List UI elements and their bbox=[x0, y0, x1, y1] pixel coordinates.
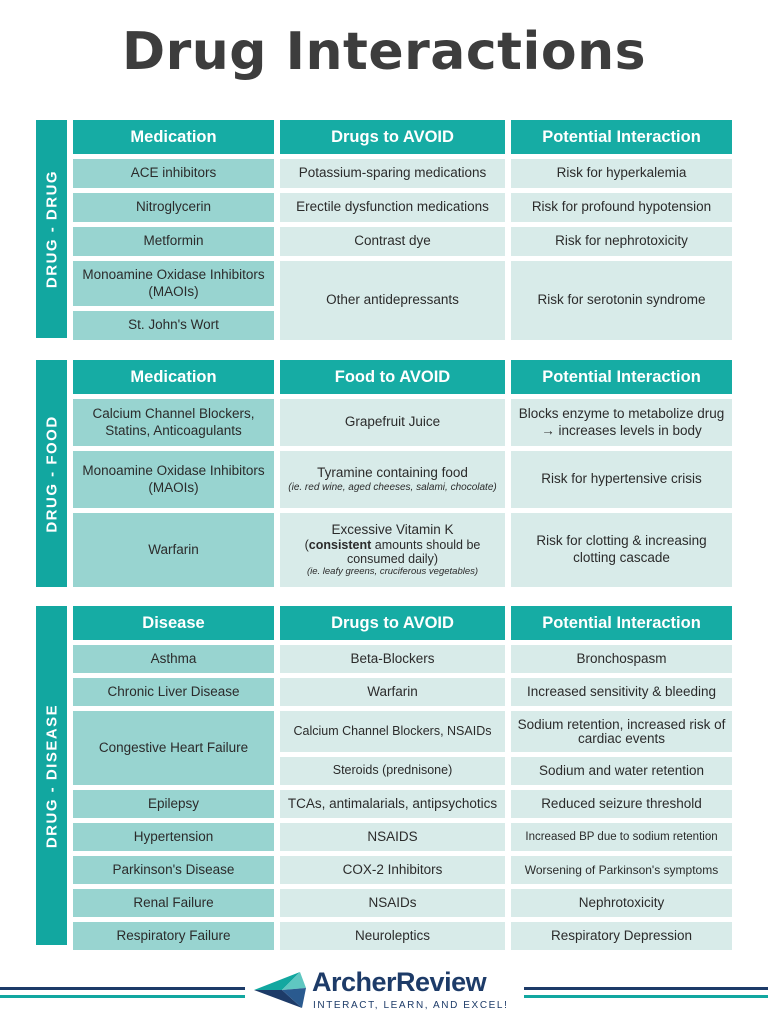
drug-drug-section bbox=[36, 120, 732, 338]
header-potential-interaction: Potential Interaction bbox=[511, 606, 732, 640]
table-row-medication: Monoamine Oxidase Inhibitors (MAOIs) bbox=[73, 451, 274, 508]
header-medication: Medication bbox=[73, 360, 274, 394]
avoid-note: (ie. leafy greens, cruciferous vegetables) bbox=[306, 566, 479, 578]
table-row-disease: Chronic Liver Disease bbox=[73, 678, 274, 706]
drug-disease-table bbox=[73, 606, 732, 950]
table-row-interaction: Risk for nephrotoxicity bbox=[511, 227, 732, 256]
header-potential-interaction: Potential Interaction bbox=[511, 360, 732, 394]
table-row-medication: Calcium Channel Blockers, Statins, Anticoagulants bbox=[73, 399, 274, 446]
header-potential-interaction: Potential Interaction bbox=[511, 120, 732, 154]
shared-interaction: Risk for serotonin syndrome bbox=[511, 261, 732, 340]
table-row-avoid: Beta-Blockers bbox=[280, 645, 505, 673]
table-row-avoid: TCAs, antimalarials, antipsychotics bbox=[280, 790, 505, 818]
table-row-interaction: Blocks enzyme to metabolize drug → increases levels in body bbox=[511, 399, 732, 446]
table-row-interaction: Sodium and water retention bbox=[511, 757, 732, 785]
header-medication: Medication bbox=[73, 120, 274, 154]
brand-tagline: INTERACT, LEARN, AND EXCEL! bbox=[313, 1000, 509, 1011]
brand-name: ArcherReview bbox=[312, 967, 487, 997]
footer-line-right-navy bbox=[524, 987, 768, 990]
table-row-disease: Asthma bbox=[73, 645, 274, 673]
footer-line-left-navy bbox=[0, 987, 245, 990]
header-disease: Disease bbox=[73, 606, 274, 640]
archer-review-logo-icon bbox=[252, 968, 308, 1014]
table-row-avoid: Contrast dye bbox=[280, 227, 505, 256]
table-row-avoid bbox=[280, 513, 505, 587]
avoid-text: Tyramine containing food bbox=[317, 465, 468, 481]
header-food-to-avoid: Food to AVOID bbox=[280, 360, 505, 394]
table-row-disease: Respiratory Failure bbox=[73, 922, 274, 950]
footer-line-right-teal bbox=[524, 995, 768, 998]
drug-drug-table bbox=[73, 120, 732, 340]
table-row-medication: Nitroglycerin bbox=[73, 193, 274, 222]
drug-disease-section bbox=[36, 606, 732, 945]
table-row-interaction: Risk for clotting & increasing clotting cascade bbox=[511, 513, 732, 587]
table-row-avoid: Steroids (prednisone) bbox=[280, 757, 505, 785]
table-row-interaction: Nephrotoxicity bbox=[511, 889, 732, 917]
header-drugs-to-avoid: Drugs to AVOID bbox=[280, 120, 505, 154]
avoid-text: Excessive Vitamin K bbox=[331, 522, 454, 538]
table-row-interaction: Worsening of Parkinson's symptoms bbox=[511, 856, 732, 884]
table-row-interaction: Bronchospasm bbox=[511, 645, 732, 673]
table-row-avoid: Calcium Channel Blockers, NSAIDs bbox=[280, 711, 505, 752]
table-row-disease: Congestive Heart Failure bbox=[73, 711, 274, 785]
table-row-interaction: Respiratory Depression bbox=[511, 922, 732, 950]
table-row-disease: Renal Failure bbox=[73, 889, 274, 917]
table-row-medication: Metformin bbox=[73, 227, 274, 256]
table-row-avoid: Erectile dysfunction medications bbox=[280, 193, 505, 222]
table-row-medication: St. John's Wort bbox=[73, 311, 274, 340]
header-drugs-to-avoid: Drugs to AVOID bbox=[280, 606, 505, 640]
table-row-disease: Epilepsy bbox=[73, 790, 274, 818]
table-row-interaction: Risk for hyperkalemia bbox=[511, 159, 732, 188]
table-row-interaction: Risk for hypertensive crisis bbox=[511, 451, 732, 508]
table-row-interaction: Increased BP due to sodium retention bbox=[511, 823, 732, 851]
table-row-medication: Warfarin bbox=[73, 513, 274, 587]
page-title: Drug Interactions bbox=[121, 22, 647, 82]
table-row-avoid: NSAIDs bbox=[280, 889, 505, 917]
drug-food-section bbox=[36, 360, 732, 587]
drug-food-side-bar bbox=[36, 360, 67, 587]
table-row-avoid bbox=[280, 451, 505, 508]
drug-food-label: DRUG - FOOD bbox=[43, 414, 60, 533]
drug-disease-label: DRUG - DISEASE bbox=[43, 703, 60, 848]
table-row-avoid: COX-2 Inhibitors bbox=[280, 856, 505, 884]
table-row-interaction: Reduced seizure threshold bbox=[511, 790, 732, 818]
table-row-medication: Monoamine Oxidase Inhibitors (MAOIs) bbox=[73, 261, 274, 306]
table-row-disease: Hypertension bbox=[73, 823, 274, 851]
avoid-detail: (consistent amounts should be consumed daily) bbox=[304, 537, 481, 567]
table-row-interaction: Risk for profound hypotension bbox=[511, 193, 732, 222]
shared-avoid: Other antidepressants bbox=[280, 261, 505, 340]
drug-drug-side-bar bbox=[36, 120, 67, 338]
drug-drug-label: DRUG - DRUG bbox=[43, 169, 60, 289]
table-row-avoid: Neuroleptics bbox=[280, 922, 505, 950]
table-row-interaction: Increased sensitivity & bleeding bbox=[511, 678, 732, 706]
table-row-medication: ACE inhibitors bbox=[73, 159, 274, 188]
table-row-interaction: Sodium retention, increased risk of cardiac events bbox=[511, 711, 732, 752]
table-row-avoid: Warfarin bbox=[280, 678, 505, 706]
table-row-avoid: Potassium-sparing medications bbox=[280, 159, 505, 188]
table-row-avoid: NSAIDS bbox=[280, 823, 505, 851]
avoid-note: (ie. red wine, aged cheeses, salami, chocolate) bbox=[288, 481, 497, 493]
table-row-avoid: Grapefruit Juice bbox=[280, 399, 505, 446]
table-row-disease: Parkinson's Disease bbox=[73, 856, 274, 884]
drug-food-table bbox=[73, 360, 732, 587]
footer-line-left-teal bbox=[0, 995, 245, 998]
drug-disease-side-bar bbox=[36, 606, 67, 945]
